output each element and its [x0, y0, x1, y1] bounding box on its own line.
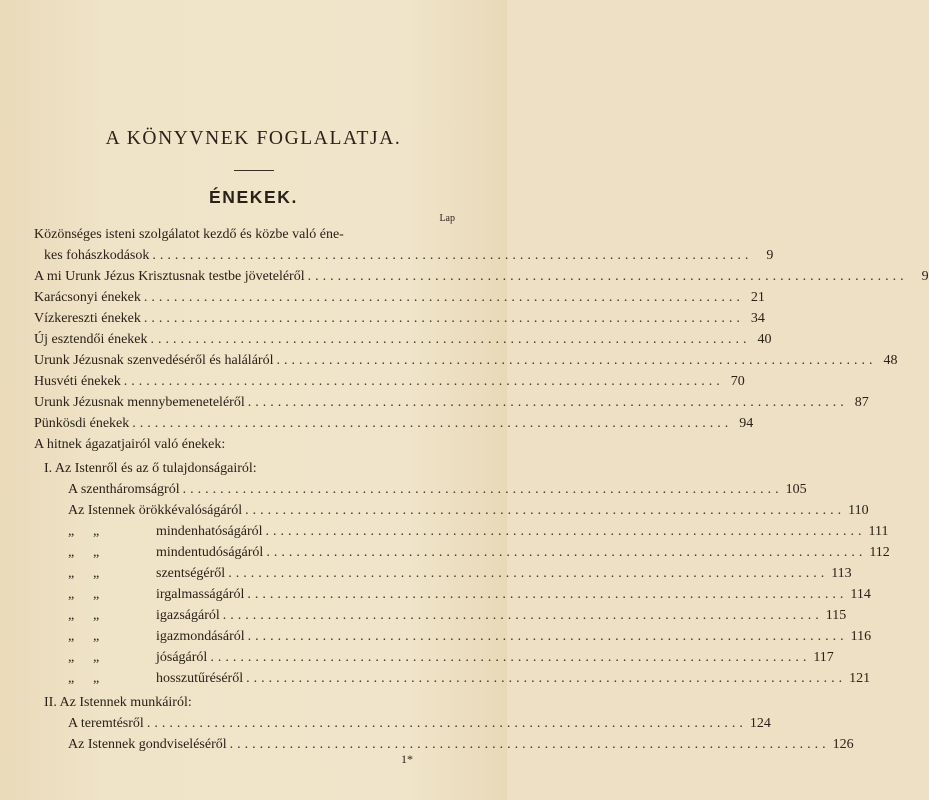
dot-leader: ................................................................................: [307, 269, 908, 284]
toc-entry-label: [68, 669, 243, 689]
toc-entry-text: hosszutűréséről: [156, 671, 244, 686]
dot-leader: ................................................................................: [143, 290, 744, 305]
toc-page-number: 94: [739, 416, 754, 431]
toc-page-number: 21: [750, 290, 765, 305]
toc-entry: [68, 735, 854, 755]
title-rule: [234, 170, 274, 171]
toc-entry: [44, 459, 457, 479]
ditto-mark: „: [93, 566, 100, 581]
toc-page-number: 110: [848, 503, 869, 518]
toc-entry-label: [68, 543, 263, 563]
toc-page-number: 114: [850, 587, 871, 602]
toc-entry: [68, 564, 852, 584]
toc-entry: [34, 330, 772, 350]
toc-entry-text: igazmondásáról: [156, 629, 245, 644]
dot-leader: ................................................................................: [247, 395, 848, 410]
ditto-mark: „: [93, 629, 100, 644]
section-heading: ÉNEKEK.: [209, 187, 298, 207]
dot-leader: ................................................................................: [265, 524, 866, 539]
toc-entry-label: [68, 606, 220, 626]
dot-leader: ................................................................................: [182, 482, 783, 497]
toc-page-number: 9: [766, 248, 774, 263]
toc-entry-label: kes fohászkodások: [44, 248, 150, 263]
toc-page-number: 105: [785, 482, 807, 497]
toc-page-number: 48: [883, 353, 898, 368]
dot-leader: ................................................................................: [222, 608, 823, 623]
page-title: A KÖNYVNEK FOGLALATJA.: [105, 128, 402, 149]
dot-leader: ................................................................................: [245, 503, 846, 518]
toc-entry-label: A hitnek ágazatjairól való énekek:: [34, 437, 226, 452]
ditto-mark: „: [93, 650, 100, 665]
toc-entry-label: A mi Urunk Jézus Krisztusnak testbe jöveteléről: [34, 269, 305, 284]
toc-entry: [44, 693, 457, 713]
toc-entry-label: A szentháromságról: [68, 482, 180, 497]
toc-entry: [34, 351, 898, 371]
toc-entry: [34, 435, 457, 455]
toc-entry-text: irgalmasságáról: [156, 587, 245, 602]
toc-entry-label: [68, 585, 244, 605]
toc-entry-text: szentségéről: [156, 566, 226, 581]
toc-page-number: 70: [730, 374, 745, 389]
dot-leader: ................................................................................: [229, 737, 830, 752]
toc-entry-label: Urunk Jézusnak szenvedéséről és haláláról: [34, 353, 274, 368]
ditto-mark: „: [93, 608, 100, 623]
dot-leader: ................................................................................: [146, 716, 747, 731]
dot-leader: ................................................................................: [123, 374, 724, 389]
toc-entry-label: Közönséges isteni szolgálatot kezdő és közbe való éne-: [34, 227, 344, 242]
toc-page-number: 121: [849, 671, 871, 686]
toc-entry: [68, 585, 871, 605]
ditto-mark: „: [93, 545, 100, 560]
dot-leader: ................................................................................: [132, 416, 733, 431]
toc-page-number: 126: [832, 737, 854, 752]
ditto-mark: „: [93, 587, 100, 602]
ditto-mark: „: [68, 545, 75, 560]
toc-entry: [34, 309, 765, 329]
toc-entry: [34, 393, 869, 413]
dot-leader: ................................................................................: [276, 353, 877, 368]
toc-entry: [68, 522, 889, 542]
toc-entry-label: Az Istennek örökkévalóságáról: [68, 503, 243, 518]
toc-entry-label: Pünkösdi énekek: [34, 416, 130, 431]
toc-page-number: 9: [921, 269, 929, 284]
toc-entry: [34, 288, 765, 308]
dot-leader: ................................................................................: [143, 311, 744, 326]
toc-entry-label: [68, 648, 207, 668]
toc-entry-label: [68, 522, 263, 542]
ditto-mark: „: [68, 671, 75, 686]
toc-entry: [68, 543, 890, 563]
dot-leader: ................................................................................: [150, 332, 751, 347]
ditto-mark: „: [93, 524, 100, 539]
dot-leader: ................................................................................: [228, 566, 829, 581]
ditto-mark: „: [93, 671, 100, 686]
toc-entry-label: [68, 627, 245, 647]
toc-entry-text: igazságáról: [156, 608, 220, 623]
toc-entry-label: I. Az Istenről és az ő tulajdonságairól:: [44, 461, 257, 476]
toc-entry-label: [68, 564, 225, 584]
ditto-mark: „: [68, 566, 75, 581]
toc-entry: [68, 669, 871, 689]
toc-entry: [68, 501, 869, 521]
ditto-mark: „: [68, 650, 75, 665]
toc-page-number: 87: [854, 395, 869, 410]
toc-page-number: 124: [749, 716, 771, 731]
toc-entry: [34, 414, 754, 434]
toc-entry-label: Karácsonyi énekek: [34, 290, 141, 305]
toc-entry: [34, 267, 929, 287]
toc-page-number: 112: [869, 545, 890, 560]
toc-entry: [34, 372, 745, 392]
page-column-heading: Lap: [439, 213, 455, 224]
toc-entry: [68, 714, 771, 734]
toc-page-number: 117: [813, 650, 834, 665]
toc-entry-text: mindentudóságáról: [156, 545, 264, 560]
toc-page-number: 113: [831, 566, 852, 581]
ditto-mark: „: [68, 629, 75, 644]
ditto-mark: „: [68, 587, 75, 602]
toc-entry-text: mindenhatóságáról: [156, 524, 263, 539]
toc-entry: [68, 606, 847, 626]
toc-entry: [68, 480, 807, 500]
toc-entry: [68, 648, 834, 668]
toc-entry: [68, 627, 872, 647]
dot-leader: ................................................................................: [266, 545, 867, 560]
toc-entry-text: jóságáról: [156, 650, 208, 665]
ditto-mark: „: [68, 608, 75, 623]
dot-leader: ................................................................................: [152, 248, 753, 263]
toc-page-number: 116: [850, 629, 872, 644]
toc-page-number: 40: [757, 332, 772, 347]
toc-entry-label: Husvéti énekek: [34, 374, 121, 389]
dot-leader: ................................................................................: [210, 650, 811, 665]
toc-entry-label: Urunk Jézusnak mennybemeneteléről: [34, 395, 245, 410]
toc-entry-label: II. Az Istennek munkáiról:: [44, 695, 192, 710]
toc-entry-label: Vízkereszti énekek: [34, 311, 141, 326]
toc-entry: [34, 225, 457, 245]
toc-entry-label: A teremtésről: [68, 716, 144, 731]
toc-entry-label: Új esztendői énekek: [34, 332, 148, 347]
dot-leader: ................................................................................: [247, 629, 848, 644]
toc-entry-label: Az Istennek gondviseléséről: [68, 737, 227, 752]
ditto-mark: „: [68, 524, 75, 539]
dot-leader: ................................................................................: [246, 671, 847, 686]
dot-leader: ................................................................................: [247, 587, 848, 602]
toc-page-number: 34: [750, 311, 765, 326]
signature-mark: 1*: [401, 752, 413, 766]
toc-page-number: 111: [868, 524, 889, 539]
toc-entry: [44, 246, 774, 266]
toc-page-number: 115: [825, 608, 847, 623]
